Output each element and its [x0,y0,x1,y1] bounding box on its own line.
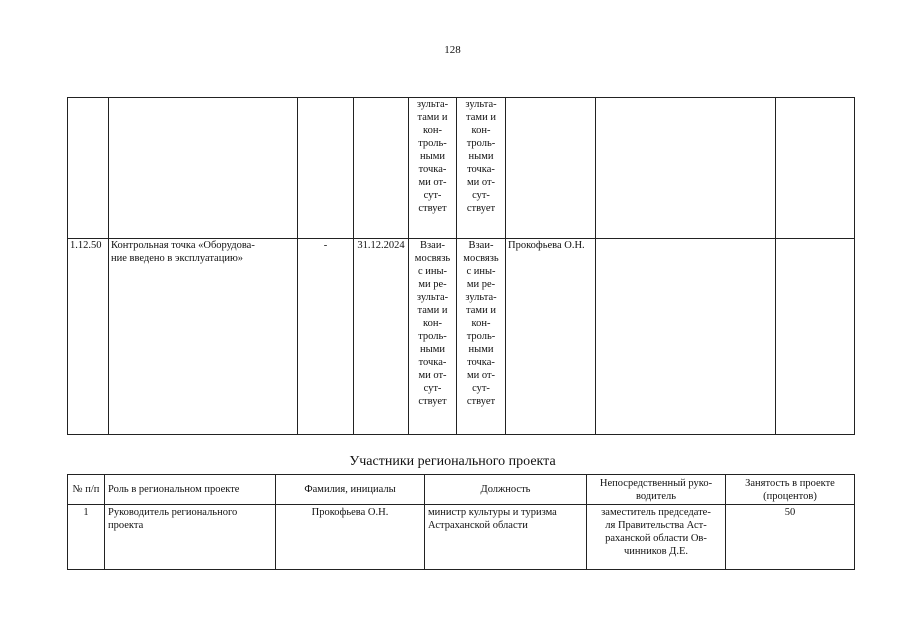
cell-predecessor [298,98,354,239]
cell-responsible: Прокофьева О.Н. [506,239,596,435]
cell-extra-1 [596,239,776,435]
cell-number: 1.12.50 [68,239,109,435]
header-num: № п/п [68,475,105,505]
participants-table [67,474,855,570]
cell-extra-1 [596,98,776,239]
participants-title: Участники регионального проекта [349,454,556,469]
table-row [68,505,855,570]
cell-date [354,98,409,239]
cell-position: министр культуры и туризма Астраханской области [425,505,587,570]
cell-extra-2 [776,239,855,435]
header-role: Роль в региональном проекте [105,475,276,505]
header-position: Должность [425,475,587,505]
cell-relation-b: зульта- тами и кон- троль- ными точка- ми от- сут- ствует [457,98,506,239]
cell-name [109,98,298,239]
cell-relation-a: Взаи- мосвязь с ины- ми ре- зульта- тами и кон- троль- ными точка- ми от- сут- ствует [409,239,457,435]
cell-responsible [506,98,596,239]
page-number: 128 [444,44,461,56]
header-name: Фамилия, инициалы [276,475,425,505]
cell-date: 31.12.2024 [354,239,409,435]
cell-name: Прокофьева О.Н. [276,505,425,570]
header-supervisor: Непосредственный руко- водитель [587,475,726,505]
cell-relation-b: Взаи- мосвязь с ины- ми ре- зульта- тами и кон- троль- ными точка- ми от- сут- ствует [457,239,506,435]
participants-header-row [68,475,855,505]
cell-num: 1 [68,505,105,570]
cell-name: Контрольная точка «Оборудова- ние введено в эксплуатацию» [109,239,298,435]
table-row [68,98,855,239]
header-workload: Занятость в проекте (процентов) [726,475,855,505]
control-points-table [67,97,855,435]
cell-relation-a: зульта- тами и кон- троль- ными точка- ми от- сут- ствует [409,98,457,239]
cell-number [68,98,109,239]
cell-extra-2 [776,98,855,239]
table-row [68,239,855,435]
cell-workload: 50 [726,505,855,570]
cell-predecessor: - [298,239,354,435]
cell-supervisor: заместитель председате- ля Правительства Аст- раханской области Ов- чинников Д.Е. [587,505,726,570]
cell-role: Руководитель регионального проекта [105,505,276,570]
